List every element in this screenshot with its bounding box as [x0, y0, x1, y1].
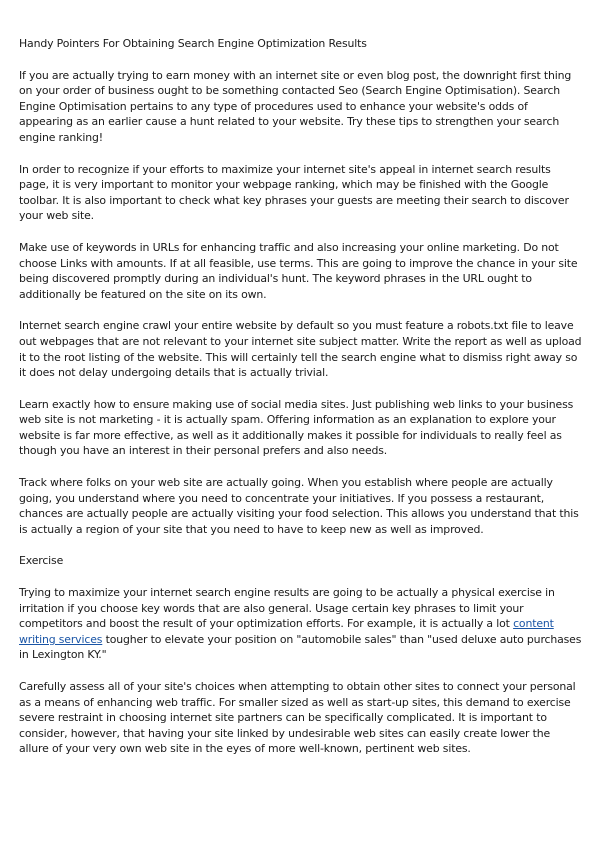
paragraph-social-media: Learn exactly how to ensure making use of social media sites. Just publishing web links to your business web site is not marketing - it is actually spam. Offering information as an explanation to explore your website is far more effective, as well as it additionally makes it possible for individuals to really feel as though you have an interest in their personal prefers and also needs. — [19, 397, 574, 458]
paragraph-keywords-urls: Make use of keywords in URLs for enhancing traffic and also increasing your online marketing. Do not choose Links with amounts. If at all feasible, use terms. This are going to improve the chance in your site being discovered promptly during an individual's hunt. The keyword phrases in the URL ought to additionally be featured on the site on its own. — [19, 240, 578, 301]
content-writing-services-link[interactable]: content writing services — [19, 617, 554, 646]
exercise-text-before-link: Trying to maximize your internet search engine results are going to be actually a physical exercise in irritation if you choose key words that are also general. Usage certain key phrases to limit your competitors and boost the result of your optimization efforts. For example, it is actually a lot — [19, 586, 555, 631]
paragraph-tracking: Track where folks on your web site are actually going. When you establish where people are actually going, you understand where you need to concentrate your initiatives. If you possess a restaurant, chances are actually people are actually visiting your food selection. This allows you understand that this is actually a region of your site that you need to have to keep new as well as improved. — [19, 476, 579, 536]
exercise-text-after-link: tougher to elevate your position on "automobile sales" than "used deluxe auto purchases in Lexington KY." — [19, 632, 582, 662]
paragraph-exercise — [19, 585, 583, 663]
document-page — [19, 36, 583, 773]
document-title: Handy Pointers For Obtaining Search Engine Optimization Results — [19, 37, 367, 50]
section-heading: Exercise — [19, 554, 64, 568]
paragraph-site-partners: Carefully assess all of your site's choices when attempting to obtain other sites to connect your personal as a means of enhancing web traffic. For smaller sized as well as start-up sites, this demand to exercise severe restraint in choosing internet site partners can be specifically complicated. It is important to consider, however, that having your site linked by undesirable web sites can easily create lower the allure of your very own web site in the eyes of more well-known, pertinent web sites. — [19, 680, 576, 756]
paragraph-ranking: In order to recognize if your efforts to maximize your internet site's appeal in internet search results page, it is very important to monitor your webpage ranking, which may be finished with the Google toolbar. It is also important to check what key phrases your guests are meeting their search to discover your web site. — [19, 162, 569, 223]
paragraph-robots: Internet search engine crawl your entire website by default so you must feature a robots.txt file to leave out webpages that are not relevant to your internet site subject matter. Write the report as well as upload it to the root listing of the website. This will certainly tell the search engine what to dismiss right away so it does not delay undergoing details that is actually trivial. — [19, 319, 582, 380]
paragraph-intro: If you are actually trying to earn money with an internet site or even blog post, the downright first thing on your order of business ought to be something contacted Seo (Search Engine Optimisation). Search Engine Optimisation pertains to any type of procedures used to enhance your website's odds of appearing as an earlier cause a hunt related to your website. Try these tips to strengthen your search engine ranking! — [19, 68, 572, 144]
